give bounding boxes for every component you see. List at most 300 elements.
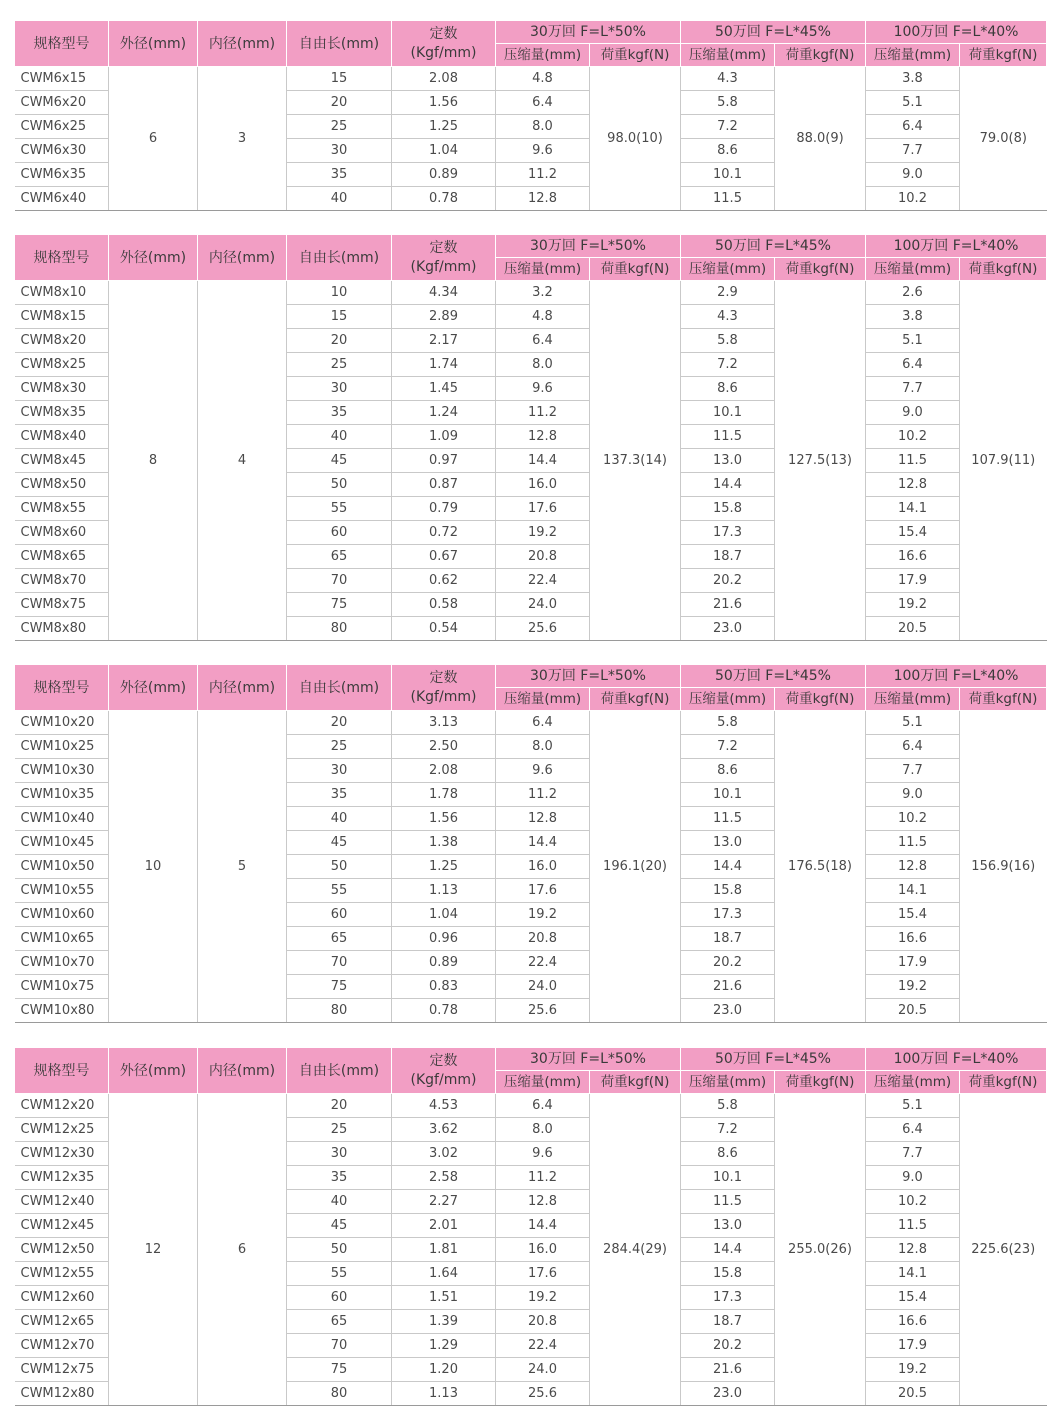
cell-compression-1m: 7.7 (866, 1142, 960, 1166)
cell-spring-rate: 1.45 (392, 377, 496, 401)
cell-compression-300k: 8.0 (496, 115, 590, 139)
cell-spring-rate: 0.87 (392, 473, 496, 497)
header-load: 荷重kgf(N) (960, 688, 1047, 711)
cell-compression-500k: 13.0 (681, 831, 775, 855)
cell-compression-300k: 11.2 (496, 163, 590, 187)
cell-load-300k: 98.0(10) (590, 67, 681, 211)
cell-model: CWM12x80 (15, 1382, 109, 1406)
header-compression: 压缩量(mm) (496, 44, 590, 67)
cell-inner-diameter: 4 (198, 281, 287, 641)
cell-model: CWM10x70 (15, 951, 109, 975)
cell-free-length: 55 (287, 1262, 392, 1286)
cell-free-length: 25 (287, 353, 392, 377)
cell-compression-500k: 20.2 (681, 951, 775, 975)
cell-inner-diameter: 5 (198, 711, 287, 1023)
header-compression: 压缩量(mm) (681, 688, 775, 711)
header-group-500k: 50万回 F=L*45% (681, 665, 866, 688)
header-group-300k: 30万回 F=L*50% (496, 665, 681, 688)
cell-free-length: 80 (287, 1382, 392, 1406)
header-group-1m: 100万回 F=L*40% (866, 1048, 1047, 1071)
cell-compression-1m: 5.1 (866, 711, 960, 735)
cell-compression-300k: 9.6 (496, 139, 590, 163)
spec-table (14, 234, 1047, 641)
cell-compression-300k: 8.0 (496, 1118, 590, 1142)
cell-free-length: 65 (287, 927, 392, 951)
cell-compression-300k: 9.6 (496, 1142, 590, 1166)
cell-spring-rate: 1.13 (392, 1382, 496, 1406)
cell-compression-1m: 10.2 (866, 425, 960, 449)
cell-free-length: 50 (287, 855, 392, 879)
header-group-1m: 100万回 F=L*40% (866, 665, 1047, 688)
cell-compression-1m: 6.4 (866, 115, 960, 139)
cell-model: CWM12x35 (15, 1166, 109, 1190)
cell-compression-300k: 22.4 (496, 569, 590, 593)
cell-load-300k: 196.1(20) (590, 711, 681, 1023)
cell-model: CWM12x75 (15, 1358, 109, 1382)
cell-model: CWM8x20 (15, 329, 109, 353)
cell-compression-300k: 14.4 (496, 449, 590, 473)
cell-spring-rate: 1.81 (392, 1238, 496, 1262)
cell-load-500k: 88.0(9) (775, 67, 866, 211)
cell-compression-500k: 15.8 (681, 879, 775, 903)
cell-free-length: 35 (287, 401, 392, 425)
cell-compression-500k: 13.0 (681, 449, 775, 473)
header-group-300k: 30万回 F=L*50% (496, 1048, 681, 1071)
cell-compression-1m: 12.8 (866, 473, 960, 497)
cell-compression-300k: 16.0 (496, 473, 590, 497)
cell-compression-500k: 8.6 (681, 377, 775, 401)
cell-compression-1m: 9.0 (866, 163, 960, 187)
cell-load-300k: 284.4(29) (590, 1094, 681, 1406)
cell-compression-300k: 20.8 (496, 927, 590, 951)
header-group-300k: 30万回 F=L*50% (496, 235, 681, 258)
cell-compression-1m: 7.7 (866, 377, 960, 401)
cell-spring-rate: 1.51 (392, 1286, 496, 1310)
cell-spring-rate: 1.64 (392, 1262, 496, 1286)
cell-free-length: 60 (287, 1286, 392, 1310)
cell-spring-rate: 1.04 (392, 903, 496, 927)
cell-compression-300k: 17.6 (496, 1262, 590, 1286)
cell-free-length: 60 (287, 903, 392, 927)
cell-compression-500k: 17.3 (681, 903, 775, 927)
cell-free-length: 50 (287, 473, 392, 497)
cell-model: CWM6x20 (15, 91, 109, 115)
cell-compression-500k: 15.8 (681, 1262, 775, 1286)
cell-compression-1m: 10.2 (866, 807, 960, 831)
table-header (15, 1048, 1047, 1094)
cell-model: CWM10x20 (15, 711, 109, 735)
cell-outer-diameter: 12 (109, 1094, 198, 1406)
cell-free-length: 10 (287, 281, 392, 305)
cell-spring-rate: 0.78 (392, 187, 496, 211)
cell-compression-500k: 21.6 (681, 975, 775, 999)
cell-compression-500k: 13.0 (681, 1214, 775, 1238)
header-spring-rate-title: 定数 (429, 239, 458, 256)
cell-compression-1m: 2.6 (866, 281, 960, 305)
cell-model: CWM8x45 (15, 449, 109, 473)
cell-free-length: 40 (287, 425, 392, 449)
header-load: 荷重kgf(N) (590, 688, 681, 711)
cell-free-length: 60 (287, 521, 392, 545)
header-compression: 压缩量(mm) (866, 688, 960, 711)
cell-free-length: 30 (287, 377, 392, 401)
cell-model: CWM12x70 (15, 1334, 109, 1358)
cell-load-500k: 255.0(26) (775, 1094, 866, 1406)
header-spring-rate-unit: (Kgf/mm) (410, 44, 477, 61)
cell-compression-500k: 18.7 (681, 1310, 775, 1334)
cell-compression-1m: 5.1 (866, 329, 960, 353)
cell-compression-300k: 6.4 (496, 711, 590, 735)
cell-compression-300k: 22.4 (496, 951, 590, 975)
header-compression: 压缩量(mm) (681, 1071, 775, 1094)
cell-compression-1m: 16.6 (866, 1310, 960, 1334)
cell-compression-500k: 5.8 (681, 711, 775, 735)
cell-compression-1m: 10.2 (866, 1190, 960, 1214)
table-row (15, 1094, 1047, 1118)
header-outer-diameter: 外径(mm) (109, 665, 198, 711)
cell-compression-300k: 19.2 (496, 903, 590, 927)
cell-compression-500k: 20.2 (681, 1334, 775, 1358)
cell-spring-rate: 1.74 (392, 353, 496, 377)
cell-compression-1m: 17.9 (866, 569, 960, 593)
cell-compression-1m: 19.2 (866, 975, 960, 999)
header-spring-rate-title: 定数 (429, 669, 458, 686)
header-spring-rate-title: 定数 (429, 1052, 458, 1069)
cell-compression-1m: 9.0 (866, 401, 960, 425)
cell-spring-rate: 0.79 (392, 497, 496, 521)
cell-compression-1m: 15.4 (866, 1286, 960, 1310)
cell-compression-500k: 21.6 (681, 593, 775, 617)
header-load: 荷重kgf(N) (775, 44, 866, 67)
cell-compression-1m: 12.8 (866, 1238, 960, 1262)
cell-spring-rate: 1.24 (392, 401, 496, 425)
header-inner-diameter: 内径(mm) (198, 1048, 287, 1094)
cell-spring-rate: 2.27 (392, 1190, 496, 1214)
cell-spring-rate: 2.17 (392, 329, 496, 353)
cell-compression-500k: 2.9 (681, 281, 775, 305)
cell-free-length: 75 (287, 1358, 392, 1382)
cell-free-length: 20 (287, 91, 392, 115)
cell-free-length: 30 (287, 759, 392, 783)
header-spring-rate (392, 235, 496, 281)
cell-free-length: 45 (287, 1214, 392, 1238)
cell-spring-rate: 1.29 (392, 1334, 496, 1358)
header-group-500k: 50万回 F=L*45% (681, 235, 866, 258)
header-spring-rate (392, 21, 496, 67)
header-model: 规格型号 (15, 665, 109, 711)
cell-free-length: 35 (287, 783, 392, 807)
cell-model: CWM8x55 (15, 497, 109, 521)
table-header (15, 665, 1047, 711)
cell-free-length: 45 (287, 831, 392, 855)
header-model: 规格型号 (15, 1048, 109, 1094)
header-model: 规格型号 (15, 21, 109, 67)
cell-compression-500k: 4.3 (681, 67, 775, 91)
cell-model: CWM6x30 (15, 139, 109, 163)
cell-spring-rate: 2.01 (392, 1214, 496, 1238)
header-spring-rate-unit: (Kgf/mm) (410, 688, 477, 705)
cell-free-length: 20 (287, 711, 392, 735)
table-header (15, 21, 1047, 67)
cell-compression-500k: 4.3 (681, 305, 775, 329)
cell-inner-diameter: 6 (198, 1094, 287, 1406)
cell-compression-500k: 7.2 (681, 735, 775, 759)
cell-outer-diameter: 6 (109, 67, 198, 211)
cell-compression-500k: 10.1 (681, 163, 775, 187)
cell-spring-rate: 1.78 (392, 783, 496, 807)
header-compression: 压缩量(mm) (681, 44, 775, 67)
cell-load-1m: 225.6(23) (960, 1094, 1047, 1406)
cell-free-length: 40 (287, 187, 392, 211)
cell-spring-rate: 3.13 (392, 711, 496, 735)
cell-spring-rate: 0.96 (392, 927, 496, 951)
cell-compression-1m: 6.4 (866, 735, 960, 759)
cell-compression-500k: 8.6 (681, 139, 775, 163)
cell-compression-1m: 16.6 (866, 927, 960, 951)
cell-compression-500k: 7.2 (681, 115, 775, 139)
cell-compression-500k: 23.0 (681, 617, 775, 641)
cell-load-300k: 137.3(14) (590, 281, 681, 641)
cell-compression-500k: 21.6 (681, 1358, 775, 1382)
cell-outer-diameter: 8 (109, 281, 198, 641)
cell-compression-1m: 12.8 (866, 855, 960, 879)
cell-compression-300k: 19.2 (496, 1286, 590, 1310)
cell-free-length: 40 (287, 1190, 392, 1214)
cell-free-length: 35 (287, 1166, 392, 1190)
cell-compression-300k: 14.4 (496, 831, 590, 855)
cell-spring-rate: 1.20 (392, 1358, 496, 1382)
cell-compression-500k: 17.3 (681, 1286, 775, 1310)
cell-compression-1m: 10.2 (866, 187, 960, 211)
cell-compression-1m: 3.8 (866, 305, 960, 329)
cell-free-length: 65 (287, 1310, 392, 1334)
cell-compression-300k: 16.0 (496, 1238, 590, 1262)
table-header (15, 235, 1047, 281)
cell-free-length: 65 (287, 545, 392, 569)
cell-spring-rate: 4.34 (392, 281, 496, 305)
cell-compression-1m: 20.5 (866, 999, 960, 1023)
cell-compression-300k: 25.6 (496, 1382, 590, 1406)
cell-spring-rate: 1.09 (392, 425, 496, 449)
header-group-1m: 100万回 F=L*40% (866, 21, 1047, 44)
cell-compression-500k: 8.6 (681, 759, 775, 783)
cell-compression-1m: 19.2 (866, 593, 960, 617)
header-compression: 压缩量(mm) (496, 688, 590, 711)
cell-model: CWM10x45 (15, 831, 109, 855)
cell-compression-1m: 6.4 (866, 353, 960, 377)
cell-compression-1m: 16.6 (866, 545, 960, 569)
cell-free-length: 30 (287, 1142, 392, 1166)
cell-model: CWM8x65 (15, 545, 109, 569)
header-free-length: 自由长(mm) (287, 1048, 392, 1094)
header-inner-diameter: 内径(mm) (198, 665, 287, 711)
cell-spring-rate: 0.89 (392, 951, 496, 975)
cell-compression-300k: 24.0 (496, 975, 590, 999)
cell-spring-rate: 2.89 (392, 305, 496, 329)
cell-free-length: 75 (287, 593, 392, 617)
cell-model: CWM10x55 (15, 879, 109, 903)
cell-spring-rate: 0.72 (392, 521, 496, 545)
cell-spring-rate: 1.25 (392, 115, 496, 139)
header-outer-diameter: 外径(mm) (109, 235, 198, 281)
cell-compression-1m: 20.5 (866, 617, 960, 641)
cell-model: CWM8x10 (15, 281, 109, 305)
cell-free-length: 25 (287, 115, 392, 139)
cell-compression-1m: 11.5 (866, 1214, 960, 1238)
cell-model: CWM10x50 (15, 855, 109, 879)
cell-outer-diameter: 10 (109, 711, 198, 1023)
cell-compression-1m: 7.7 (866, 139, 960, 163)
cell-model: CWM8x70 (15, 569, 109, 593)
cell-compression-500k: 10.1 (681, 401, 775, 425)
cell-model: CWM12x60 (15, 1286, 109, 1310)
cell-compression-500k: 7.2 (681, 353, 775, 377)
header-compression: 压缩量(mm) (866, 258, 960, 281)
header-compression: 压缩量(mm) (496, 1071, 590, 1094)
cell-compression-300k: 6.4 (496, 329, 590, 353)
header-load: 荷重kgf(N) (960, 258, 1047, 281)
cell-compression-1m: 5.1 (866, 91, 960, 115)
header-load: 荷重kgf(N) (775, 258, 866, 281)
header-compression: 压缩量(mm) (496, 258, 590, 281)
cell-spring-rate: 2.08 (392, 67, 496, 91)
cell-compression-1m: 17.9 (866, 951, 960, 975)
cell-spring-rate: 0.62 (392, 569, 496, 593)
cell-compression-500k: 14.4 (681, 1238, 775, 1262)
cell-compression-300k: 25.6 (496, 999, 590, 1023)
header-compression: 压缩量(mm) (866, 1071, 960, 1094)
header-group-1m: 100万回 F=L*40% (866, 235, 1047, 258)
cell-free-length: 40 (287, 807, 392, 831)
cell-free-length: 70 (287, 951, 392, 975)
cell-compression-300k: 3.2 (496, 281, 590, 305)
cell-free-length: 70 (287, 1334, 392, 1358)
cell-compression-300k: 19.2 (496, 521, 590, 545)
cell-free-length: 80 (287, 617, 392, 641)
cell-model: CWM6x25 (15, 115, 109, 139)
header-spring-rate-unit: (Kgf/mm) (410, 1071, 477, 1088)
cell-compression-300k: 4.8 (496, 67, 590, 91)
cell-model: CWM10x65 (15, 927, 109, 951)
cell-model: CWM12x30 (15, 1142, 109, 1166)
cell-compression-1m: 11.5 (866, 449, 960, 473)
spec-table (14, 664, 1047, 1023)
cell-model: CWM8x40 (15, 425, 109, 449)
cell-spring-rate: 1.39 (392, 1310, 496, 1334)
header-compression: 压缩量(mm) (866, 44, 960, 67)
cell-free-length: 20 (287, 329, 392, 353)
cell-compression-1m: 14.1 (866, 497, 960, 521)
cell-model: CWM8x35 (15, 401, 109, 425)
cell-compression-300k: 12.8 (496, 1190, 590, 1214)
cell-compression-500k: 10.1 (681, 783, 775, 807)
spec-table (14, 20, 1047, 211)
cell-compression-300k: 6.4 (496, 1094, 590, 1118)
header-free-length: 自由长(mm) (287, 21, 392, 67)
cell-model: CWM8x75 (15, 593, 109, 617)
cell-load-1m: 156.9(16) (960, 711, 1047, 1023)
cell-compression-300k: 12.8 (496, 807, 590, 831)
cell-spring-rate: 4.53 (392, 1094, 496, 1118)
header-outer-diameter: 外径(mm) (109, 1048, 198, 1094)
cell-free-length: 50 (287, 1238, 392, 1262)
cell-compression-300k: 9.6 (496, 759, 590, 783)
cell-spring-rate: 0.97 (392, 449, 496, 473)
cell-compression-500k: 11.5 (681, 1190, 775, 1214)
cell-spring-rate: 0.89 (392, 163, 496, 187)
cell-free-length: 30 (287, 139, 392, 163)
cell-compression-500k: 5.8 (681, 1094, 775, 1118)
cell-load-1m: 79.0(8) (960, 67, 1047, 211)
cell-compression-300k: 20.8 (496, 1310, 590, 1334)
header-spring-rate-unit: (Kgf/mm) (410, 258, 477, 275)
header-model: 规格型号 (15, 235, 109, 281)
cell-compression-500k: 14.4 (681, 855, 775, 879)
cell-model: CWM10x30 (15, 759, 109, 783)
cell-model: CWM10x60 (15, 903, 109, 927)
cell-free-length: 80 (287, 999, 392, 1023)
cell-model: CWM12x40 (15, 1190, 109, 1214)
cell-compression-300k: 24.0 (496, 1358, 590, 1382)
cell-model: CWM12x20 (15, 1094, 109, 1118)
cell-compression-1m: 15.4 (866, 521, 960, 545)
cell-compression-300k: 11.2 (496, 1166, 590, 1190)
cell-compression-300k: 4.8 (496, 305, 590, 329)
cell-compression-1m: 9.0 (866, 1166, 960, 1190)
header-group-300k: 30万回 F=L*50% (496, 21, 681, 44)
header-outer-diameter: 外径(mm) (109, 21, 198, 67)
cell-compression-500k: 18.7 (681, 927, 775, 951)
header-load: 荷重kgf(N) (590, 1071, 681, 1094)
cell-model: CWM12x65 (15, 1310, 109, 1334)
cell-compression-300k: 11.2 (496, 783, 590, 807)
cell-model: CWM8x25 (15, 353, 109, 377)
cell-model: CWM10x40 (15, 807, 109, 831)
cell-compression-1m: 5.1 (866, 1094, 960, 1118)
header-group-500k: 50万回 F=L*45% (681, 1048, 866, 1071)
cell-compression-1m: 14.1 (866, 1262, 960, 1286)
cell-free-length: 25 (287, 1118, 392, 1142)
cell-model: CWM6x40 (15, 187, 109, 211)
cell-compression-500k: 5.8 (681, 91, 775, 115)
cell-compression-300k: 12.8 (496, 425, 590, 449)
cell-model: CWM8x50 (15, 473, 109, 497)
table-row (15, 281, 1047, 305)
header-load: 荷重kgf(N) (775, 688, 866, 711)
cell-inner-diameter: 3 (198, 67, 287, 211)
cell-free-length: 55 (287, 879, 392, 903)
cell-compression-500k: 23.0 (681, 1382, 775, 1406)
cell-free-length: 35 (287, 163, 392, 187)
cell-model: CWM6x15 (15, 67, 109, 91)
header-compression: 压缩量(mm) (681, 258, 775, 281)
table-row (15, 67, 1047, 91)
cell-compression-300k: 8.0 (496, 735, 590, 759)
header-spring-rate (392, 1048, 496, 1094)
cell-load-1m: 107.9(11) (960, 281, 1047, 641)
cell-spring-rate: 1.56 (392, 807, 496, 831)
cell-free-length: 20 (287, 1094, 392, 1118)
cell-model: CWM12x50 (15, 1238, 109, 1262)
cell-model: CWM10x75 (15, 975, 109, 999)
cell-free-length: 55 (287, 497, 392, 521)
cell-compression-1m: 11.5 (866, 831, 960, 855)
cell-compression-500k: 17.3 (681, 521, 775, 545)
cell-spring-rate: 3.62 (392, 1118, 496, 1142)
cell-model: CWM8x15 (15, 305, 109, 329)
cell-compression-1m: 15.4 (866, 903, 960, 927)
cell-compression-500k: 5.8 (681, 329, 775, 353)
